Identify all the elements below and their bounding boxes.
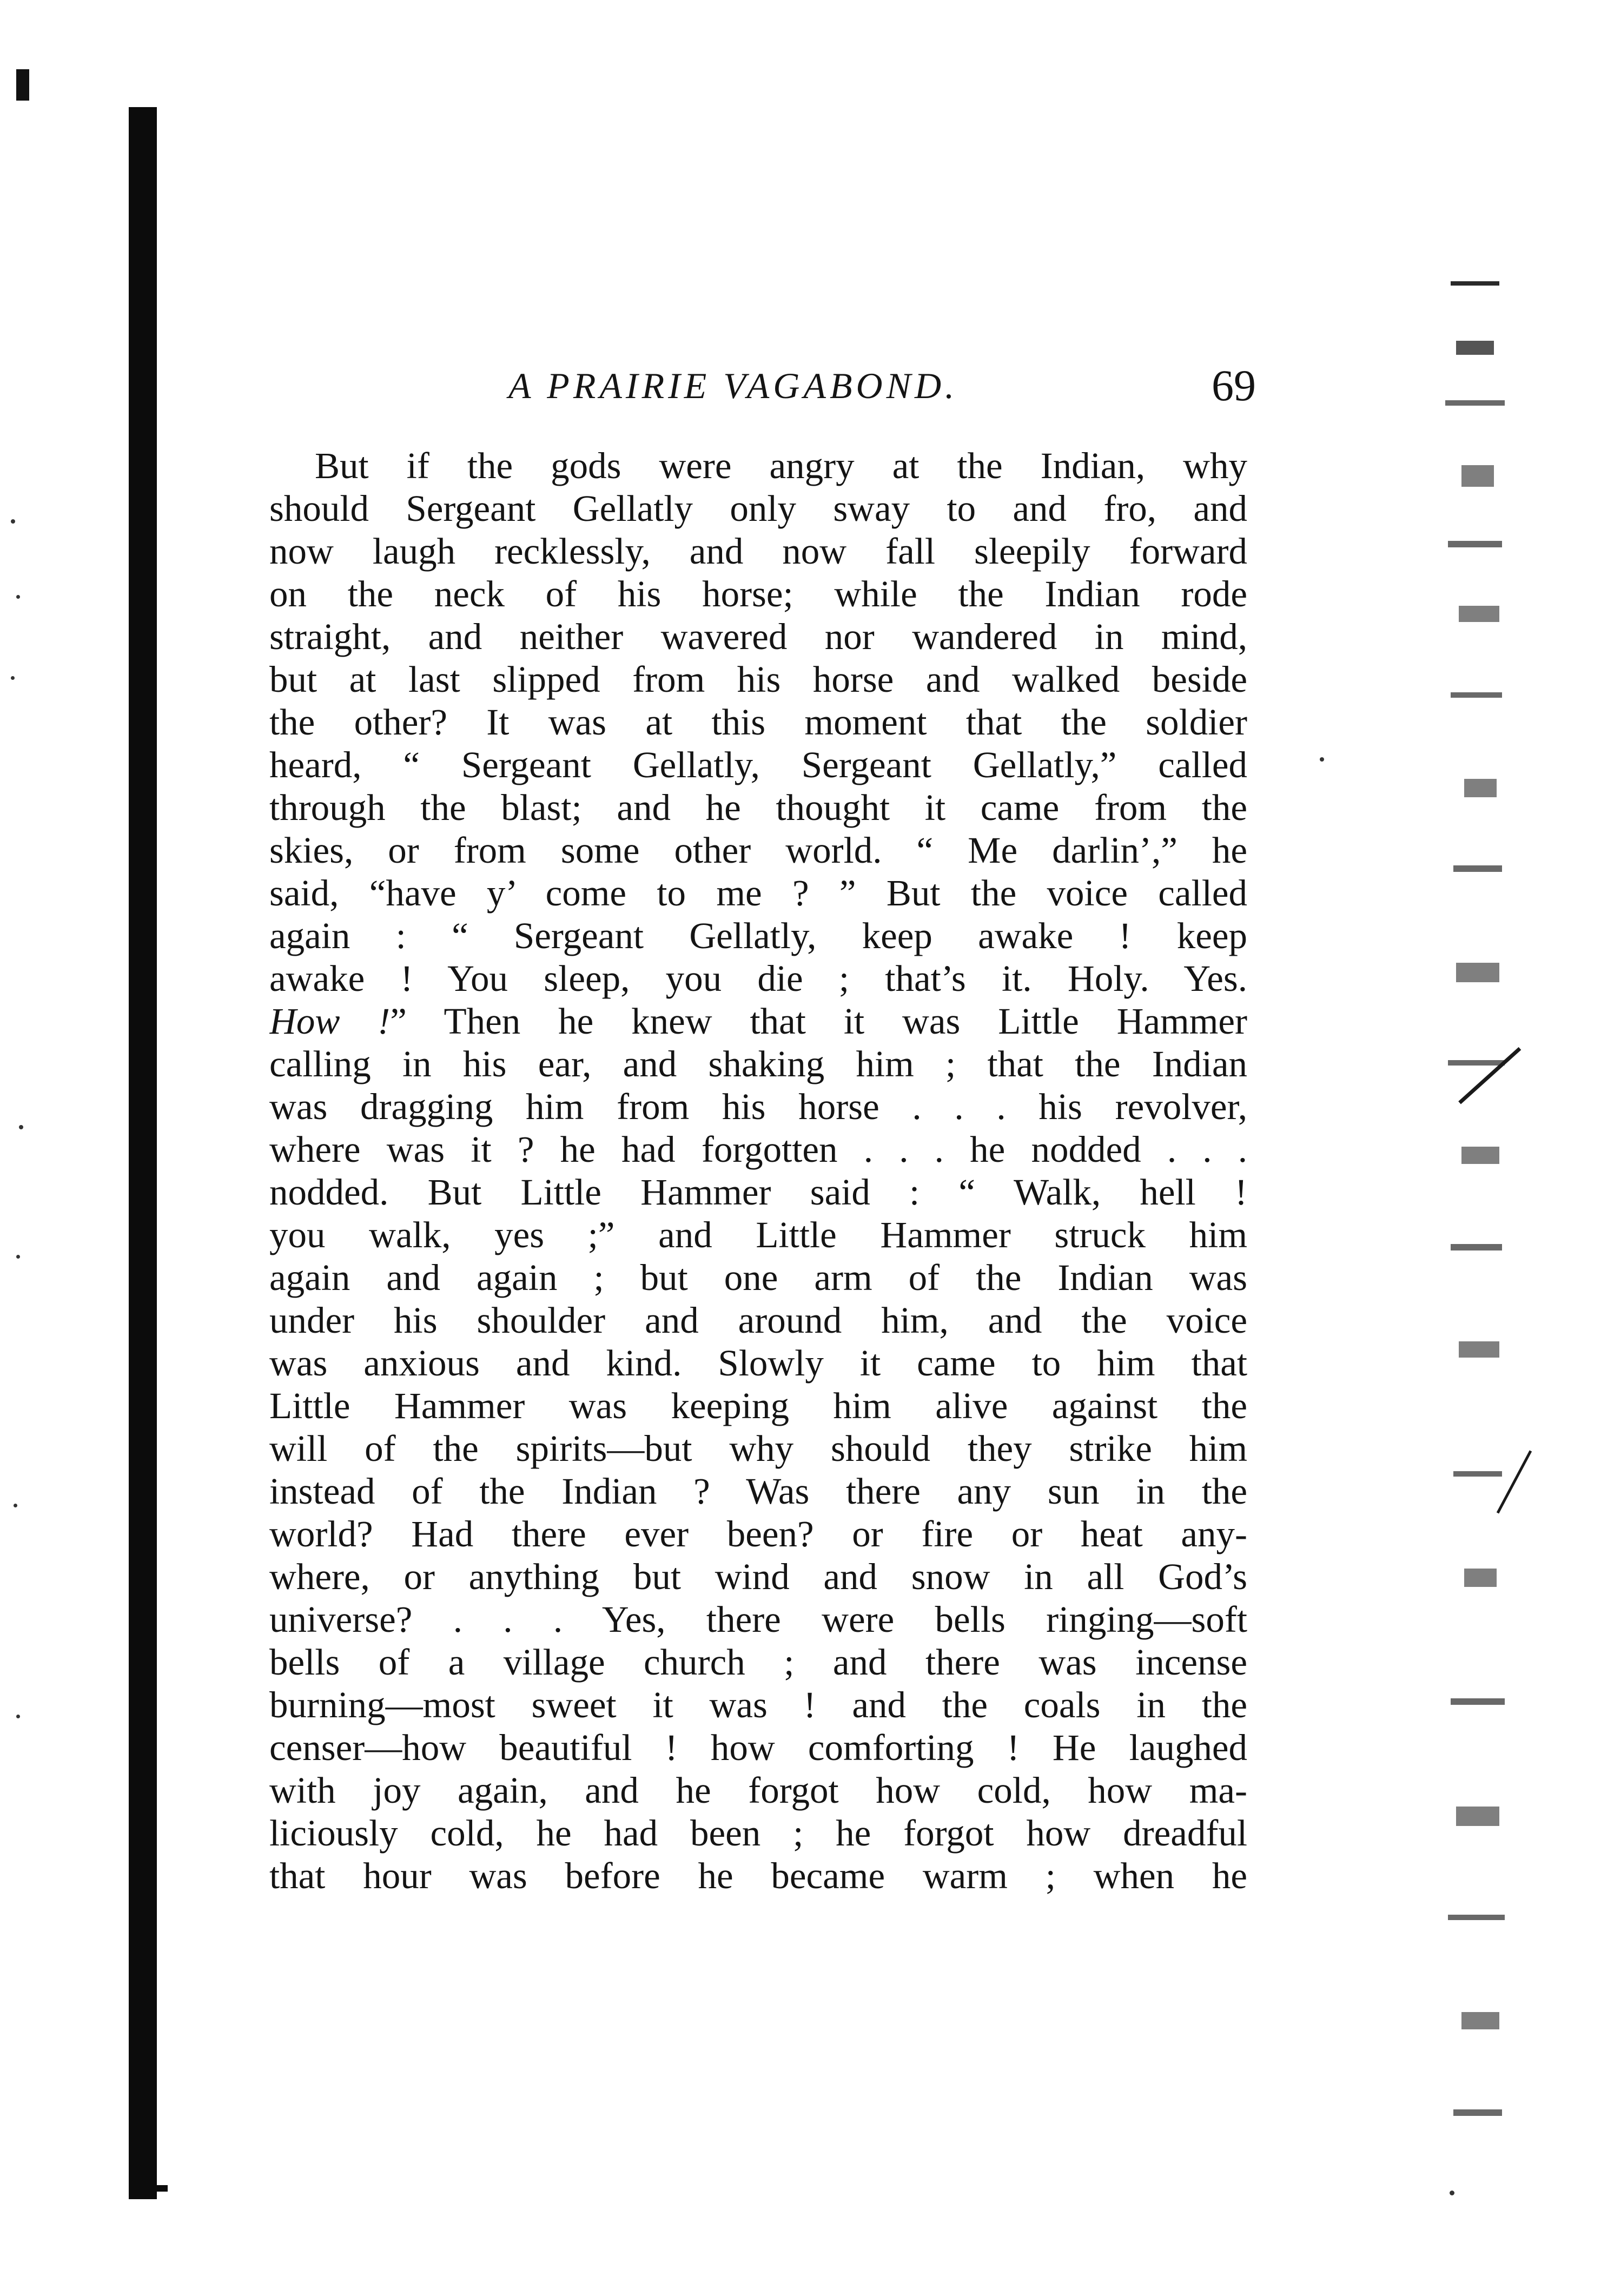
italic-exclamation: How !: [269, 1001, 391, 1042]
text-line: calling in his ear, and shaking him ; that the Indian: [269, 1043, 1247, 1084]
scan-speck: [11, 676, 15, 680]
scan-speck: [19, 1125, 23, 1129]
body-text: [269, 445, 1247, 1897]
text-line: nodded. But Little Hammer said : “ Walk, hell !: [269, 1172, 1247, 1213]
page-header: [270, 357, 1256, 416]
text-line-rest: ” Then he knew that it was Little Hammer: [390, 1001, 1247, 1042]
page-number: 69: [1212, 361, 1256, 410]
text-line: but at last slipped from his horse and walked beside: [269, 659, 1247, 700]
text-line: where was it ? he had forgotten . . . he nodded . . .: [269, 1129, 1247, 1170]
text-line: liciously cold, he had been ; he forgot how dreadful: [269, 1812, 1247, 1854]
facing-page-edge: [1440, 260, 1537, 2185]
text-line: [269, 1000, 1247, 1043]
text-line: that hour was before he became warm ; when he: [269, 1855, 1247, 1896]
text-line: awake ! You sleep, you die ; that’s it. Holy. Yes.: [269, 958, 1247, 999]
text-line: burning—most sweet it was ! and the coals in the: [269, 1684, 1247, 1725]
text-line: was dragging him from his horse . . . his revolver,: [269, 1086, 1247, 1127]
text-line: again : “ Sergeant Gellatly, keep awake ! keep: [269, 915, 1247, 956]
text-line: on the neck of his horse; while the Indian rode: [269, 573, 1247, 614]
scan-speck: [16, 1715, 20, 1718]
text-line: again and again ; but one arm of the Indian was: [269, 1257, 1247, 1298]
text-line: you walk, yes ;” and Little Hammer struck him: [269, 1214, 1247, 1255]
text-line: skies, or from some other world. “ Me darlin’,” he: [269, 830, 1247, 871]
text-line: universe? . . . Yes, there were bells ringing—soft: [269, 1599, 1247, 1640]
text-line: bells of a village church ; and there was incense: [269, 1642, 1247, 1683]
text-line: where, or anything but wind and snow in all God’s: [269, 1556, 1247, 1597]
text-line: through the blast; and he thought it came from the: [269, 787, 1247, 828]
text-line: will of the spirits—but why should they strike him: [269, 1428, 1247, 1469]
binding-gutter-foot: [149, 2185, 168, 2192]
text-line: straight, and neither wavered nor wandered in mind,: [269, 616, 1247, 657]
text-line: heard, “ Sergeant Gellatly, Sergeant Gellatly,” called: [269, 744, 1247, 785]
text-line: was anxious and kind. Slowly it came to him that: [269, 1342, 1247, 1384]
text-line: But if the gods were angry at the Indian, why: [315, 445, 1247, 486]
scan-speck: [16, 595, 20, 599]
text-line: instead of the Indian ? Was there any sun in the: [269, 1471, 1247, 1512]
text-line: under his shoulder and around him, and the voice: [269, 1300, 1247, 1341]
text-line: with joy again, and he forgot how cold, how ma-: [269, 1770, 1247, 1811]
text-line: censer—how beautiful ! how comforting ! He laughed: [269, 1727, 1247, 1768]
scan-speck: [11, 519, 15, 524]
scan-corner-mark: [16, 69, 29, 101]
binding-gutter-shadow: [129, 107, 157, 2199]
scan-speck: [14, 1504, 17, 1507]
scan-speck: [1320, 757, 1324, 762]
scan-speck: [16, 1255, 20, 1259]
text-line: now laugh recklessly, and now fall sleepily forward: [269, 531, 1247, 572]
text-line: Little Hammer was keeping him alive against the: [269, 1385, 1247, 1426]
text-line: should Sergeant Gellatly only sway to and fro, and: [269, 488, 1247, 529]
scan-speck: [1450, 2191, 1454, 2195]
running-head: A PRAIRIE VAGABOND.: [508, 365, 958, 406]
text-line: world? Had there ever been? or fire or heat any-: [269, 1513, 1247, 1554]
text-line: the other? It was at this moment that the soldier: [269, 702, 1247, 743]
text-line: said, “have y’ come to me ? ” But the voice called: [269, 872, 1247, 914]
